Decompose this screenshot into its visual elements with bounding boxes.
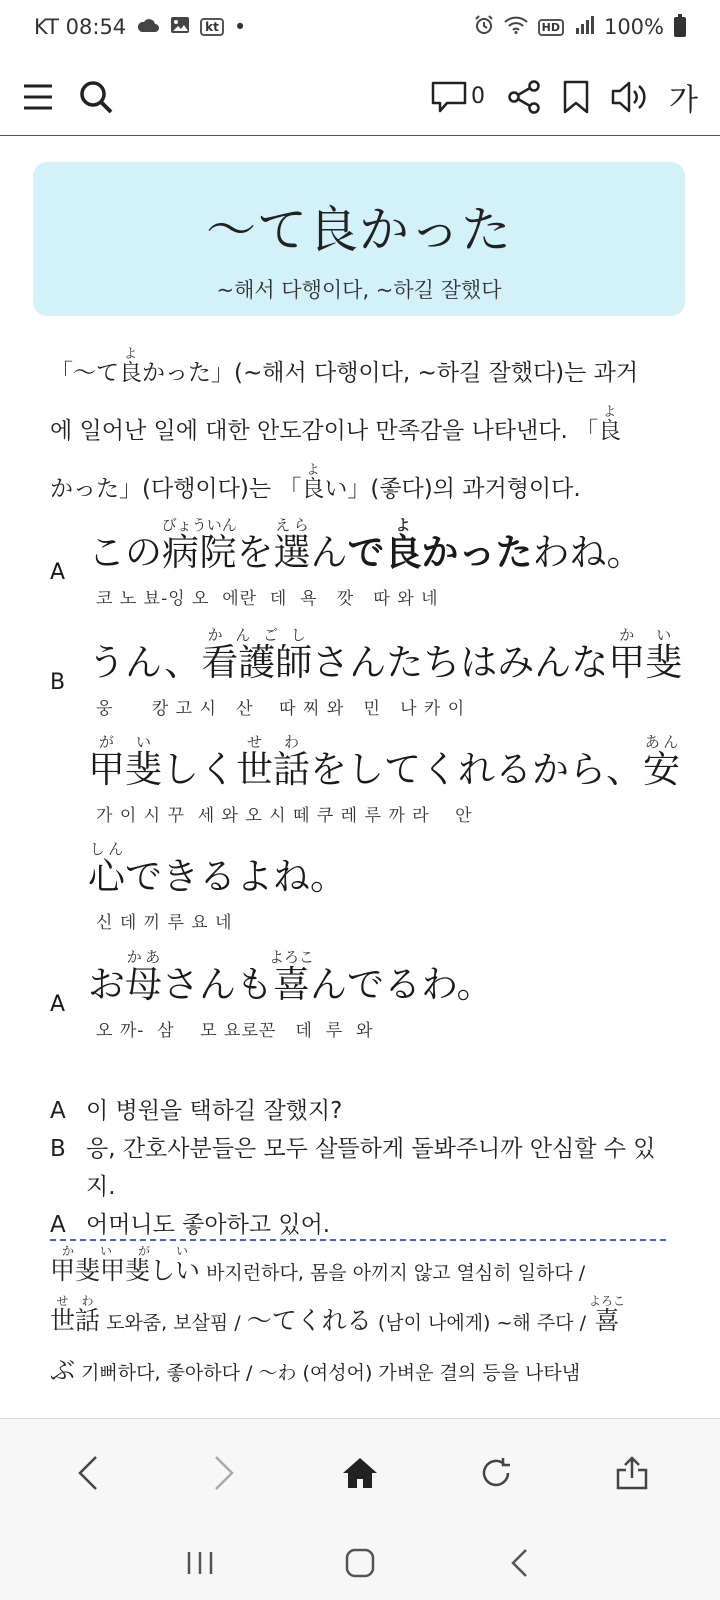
dashed-divider xyxy=(50,1239,666,1241)
search-icon xyxy=(78,79,114,115)
article-content xyxy=(0,136,720,1418)
forward-button[interactable] xyxy=(184,1438,264,1508)
signal-icon xyxy=(574,16,594,38)
japanese-sentence: 心しんできるよね。 xyxy=(88,840,347,898)
chevron-right-icon xyxy=(212,1455,236,1491)
vocab-word: 甲斐甲斐しいかいがい xyxy=(50,1244,201,1285)
recent-apps-button[interactable] xyxy=(170,1538,230,1588)
status-bar xyxy=(0,0,720,54)
bookmark-button[interactable] xyxy=(563,72,589,122)
reload-icon xyxy=(479,1456,513,1490)
translation-row: A 어머니도 좋아하고 있어. xyxy=(50,1212,331,1238)
translation xyxy=(50,1092,680,1244)
translation-row: A 이 병원을 택하길 잘했지? xyxy=(50,1098,343,1124)
image-icon xyxy=(170,16,190,38)
japanese-sentence: うん、看護師かんごしさんたちはみんな甲斐かい xyxy=(88,626,683,684)
korean-pronunciation: 웅 캉 고 시 산 따 찌 와 민 나 카 이 xyxy=(96,699,466,719)
app-toolbar xyxy=(0,58,720,136)
japanese-sentence: お母かあさんも喜よろこんでるわ。 xyxy=(88,948,494,1006)
comment-button[interactable] xyxy=(431,72,485,122)
kt-icon: kt xyxy=(200,18,224,36)
alarm-icon xyxy=(474,15,494,39)
ruby-yo: 良よ xyxy=(301,463,325,502)
notification-dot: • xyxy=(233,15,247,39)
lesson-title: ～て良かった xyxy=(206,201,512,259)
reload-button[interactable] xyxy=(456,1438,536,1508)
font-size-button[interactable]: 가 xyxy=(669,82,698,118)
vocab-meaning: 바지런하다, 몸을 아끼지 않고 열심히 일하다 / xyxy=(206,1262,586,1284)
ruby-yo: 良よ xyxy=(119,347,142,386)
home-icon xyxy=(342,1457,378,1489)
ruby-yo: 良よ xyxy=(598,405,622,444)
grammar-description: 「～て良よかった」(~해서 다행이다, ~하길 잘했다)는 과거 에 일어난 일에 대한 안도감이나 만족감을 나타낸다. 「良よ かった」(다행이다)는 「良よい」(좋다)의 과거형이다. xyxy=(50,347,639,502)
vocab-meaning: 기뻐하다, 좋아하다 / ～わ (여성어) 가벼운 결의 등을 나타냄 xyxy=(81,1362,581,1384)
hamburger-menu-icon xyxy=(22,83,54,111)
recent-apps-icon xyxy=(185,1550,215,1576)
translation-row: B 응, 간호사분들은 모두 살뜰하게 돌봐주니까 안심할 수 있지. xyxy=(50,1136,656,1200)
battery-percent: 100% xyxy=(603,15,664,39)
home-square-icon xyxy=(345,1548,375,1578)
share-page-button[interactable] xyxy=(592,1438,672,1508)
vocab-word: 世話せわ xyxy=(50,1294,101,1335)
vocab-word: ～てくれる xyxy=(246,1306,372,1335)
carrier-time: KT 08:54 xyxy=(34,15,127,39)
vocab-meaning: (남이 나에게) ~해 주다 / xyxy=(377,1312,586,1334)
comment-count: 0 xyxy=(471,84,486,109)
menu-button[interactable] xyxy=(22,72,54,122)
hd-icon: HD xyxy=(538,19,564,36)
share-button[interactable] xyxy=(507,72,541,122)
korean-pronunciation: 코 노 뵤-잉 오 에란 데 욕 깟 따 와 네 xyxy=(96,589,439,609)
korean-pronunciation: 신 데 끼 루 요 네 xyxy=(96,913,233,933)
system-back-button[interactable] xyxy=(490,1538,550,1588)
speaker-label: A xyxy=(50,992,66,1017)
vocab-word: 喜よろこ xyxy=(589,1294,626,1335)
share-icon xyxy=(507,80,541,114)
search-button[interactable] xyxy=(78,72,114,122)
vocabulary: 甲斐甲斐しいかいがい 바지런하다, 몸을 아끼지 않고 열심히 일하다 / 世話せわ 도와줌, 보살핌 / ～てくれる (남이 나에게) ~해 주다 / 喜よろこ ぶ 기뻐하다, 좋아하다 / ～わ (여성어) 가벼운 결의 등을 나타냄 xyxy=(50,1244,626,1385)
upload-share-icon xyxy=(616,1456,648,1490)
battery-icon xyxy=(674,17,686,37)
japanese-sentence: 甲斐がいしく世話せわをしてくれるから、安あん xyxy=(88,733,680,791)
cloud-icon xyxy=(136,17,160,37)
lesson-title-box xyxy=(33,162,685,316)
comment-icon xyxy=(431,81,467,113)
browser-navigation-bar xyxy=(0,1418,720,1526)
audio-button[interactable] xyxy=(611,72,647,122)
bookmark-icon xyxy=(563,80,589,114)
speaker-icon xyxy=(611,80,647,114)
korean-pronunciation: 가 이 시 꾸 세 와 오 시 떼 쿠 레 루 까 라 안 xyxy=(96,806,473,826)
back-button[interactable] xyxy=(48,1438,128,1508)
lesson-subtitle: ~해서 다행이다, ~하길 잘했다 xyxy=(216,278,502,302)
system-home-button[interactable] xyxy=(330,1538,390,1588)
japanese-sentence: この病院びょういんを選えらんで良よかったわね。 xyxy=(88,516,644,574)
speaker-label: A xyxy=(50,560,66,585)
system-navigation-bar xyxy=(0,1526,720,1600)
speaker-label: B xyxy=(50,670,66,695)
vocab-meaning: 도와줌, 보살핌 / xyxy=(106,1312,241,1334)
chevron-left-icon xyxy=(76,1455,100,1491)
back-arrow-icon xyxy=(510,1548,530,1578)
wifi-icon xyxy=(504,16,528,38)
korean-pronunciation: 오 까- 삼 모 요로꼰 데 루 와 xyxy=(96,1021,374,1041)
home-button[interactable] xyxy=(320,1438,400,1508)
